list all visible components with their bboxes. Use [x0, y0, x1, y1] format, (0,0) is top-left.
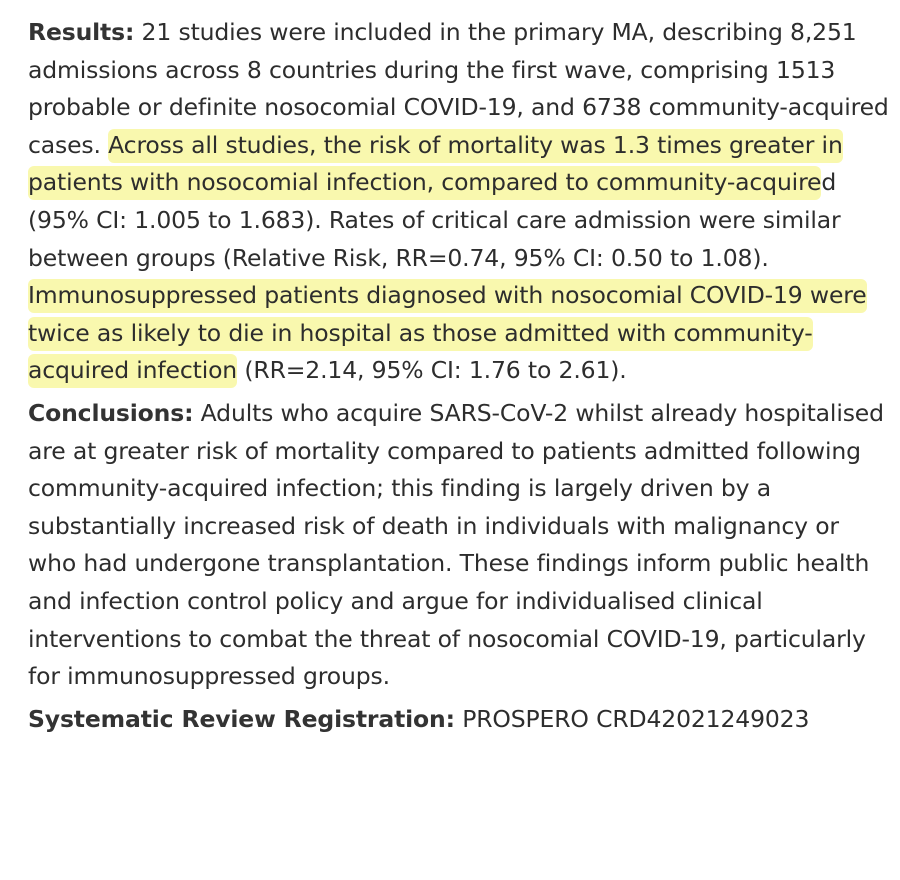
registration-label: Systematic Review Registration: [28, 704, 455, 733]
results-highlight-2: Immunosuppressed patients diagnosed with nosocomial COVID-19 were twice as likely to die in hospital as those admitted with community-acquired infection [28, 279, 867, 388]
results-paragraph [28, 14, 890, 390]
results-text-3: (RR=2.14, 95% CI: 1.76 to 2.61). [237, 356, 627, 385]
results-text-1: 21 studies were included in the primary MA, describing 8,251 admissions across 8 countries during the first wave, comprising 1513 probable or definite nosocomial COVID-19, and 6738 community-acquired cases. [28, 18, 889, 159]
conclusions-text: Adults who acquire SARS-CoV-2 whilst already hospitalised are at greater risk of mortality compared to patients admitted following community-acquired infection; this finding is largely driven by a substantially increased risk of death in individuals with malignancy or who had undergone transplantation. These findings inform public health and infection control policy and argue for individualised clinical interventions to combat the threat of nosocomial COVID-19, particularly for immunosuppressed groups. [28, 398, 884, 691]
abstract-text [28, 14, 890, 738]
results-highlight-1: Across all studies, the risk of mortality was 1.3 times greater in patients with nosocomial infection, compared to community-acquire [28, 129, 843, 201]
results-label: Results: [28, 18, 135, 46]
results-text-2: d (95% CI: 1.005 to 1.683). Rates of critical care admission were similar between groups (Relative Risk, RR=0.74, 95% CI: 0.50 to 1.08). [28, 168, 841, 272]
conclusions-label: Conclusions: [28, 398, 194, 427]
registration-text: PROSPERO CRD42021249023 [454, 704, 810, 733]
registration-paragraph [28, 701, 890, 739]
conclusions-paragraph [28, 395, 890, 696]
